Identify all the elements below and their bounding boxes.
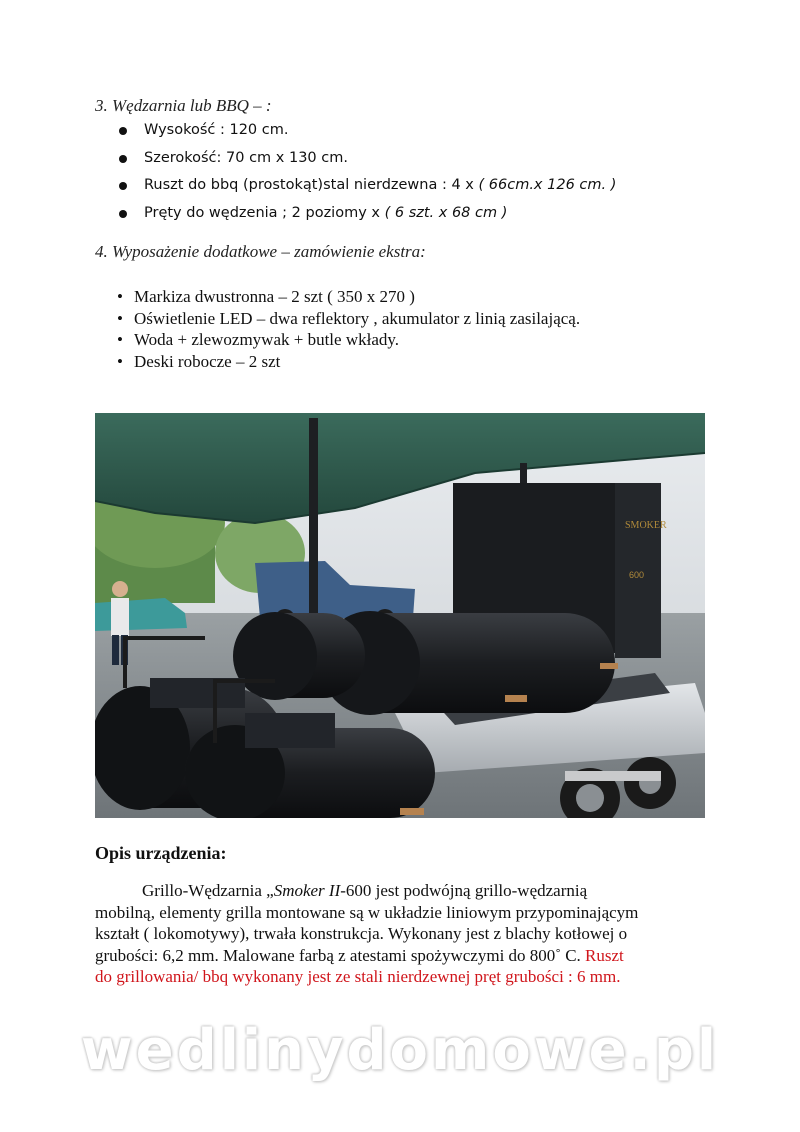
photo-person <box>111 598 129 636</box>
list-item: • Woda + zlewozmywak + butle wkłady. <box>117 330 400 349</box>
description-paragraph: Grillo-Wędzarnia „Smoker II-600 jest podwójną grillo-wędzarnią mobilną, elementy grilla montowane są w układzie liniowym przypominającym kształt ( lokomotywy), trwała konstrukcja. Wykonany jest z blachy kotłowej o grubości: 6,2 mm. Malowane farbą z atestami spożywczymi do 800˚ C. Ruszt do grillowania/ bbq wykonany jest ze stali nierdzewnej pręt grubości : 6 mm. <box>95 881 639 986</box>
list-item: Ruszt do bbq (prostokąt)stal nierdzewna : 4 x ( 66cm.x 126 cm. ) <box>117 172 616 200</box>
bullet-icon: • <box>117 308 123 328</box>
list-item: Wysokość : 120 cm. <box>117 117 616 145</box>
photo-trailer-smoker <box>95 413 705 818</box>
section-4-list <box>117 286 580 372</box>
list-item: • Deski robocze – 2 szt <box>117 351 281 371</box>
photo-smoker-model: 600 <box>629 570 645 580</box>
list-item: Pręty do wędzenia ; 2 poziomy x ( 6 szt. x 68 cm ) <box>117 200 616 228</box>
section-4-title: 4. Wyposażenie dodatkowe – zamówienie ekstra: <box>95 242 426 261</box>
bullet-icon <box>119 182 127 190</box>
bullet-icon <box>119 127 127 135</box>
photo-smoker-badge: SMOKER <box>625 520 667 531</box>
section-3-title: 3. Wędzarnia lub BBQ – : <box>95 96 272 115</box>
list-item: Szerokość: 70 cm x 130 cm. <box>117 145 616 173</box>
description-heading: Opis urządzenia: <box>95 843 227 863</box>
bullet-icon <box>119 155 127 163</box>
list-item: • Oświetlenie LED – dwa reflektory , akumulator z linią zasilającą. <box>117 308 581 328</box>
bullet-icon <box>119 210 127 218</box>
watermark: wedlinydomowe.pl <box>80 1018 720 1083</box>
section-3-list <box>117 117 616 227</box>
bullet-icon: • <box>117 287 123 306</box>
bullet-icon: • <box>117 330 123 349</box>
list-item: • Markiza dwustronna – 2 szt ( 350 x 270 ) <box>117 287 415 306</box>
bullet-icon: • <box>117 351 123 371</box>
